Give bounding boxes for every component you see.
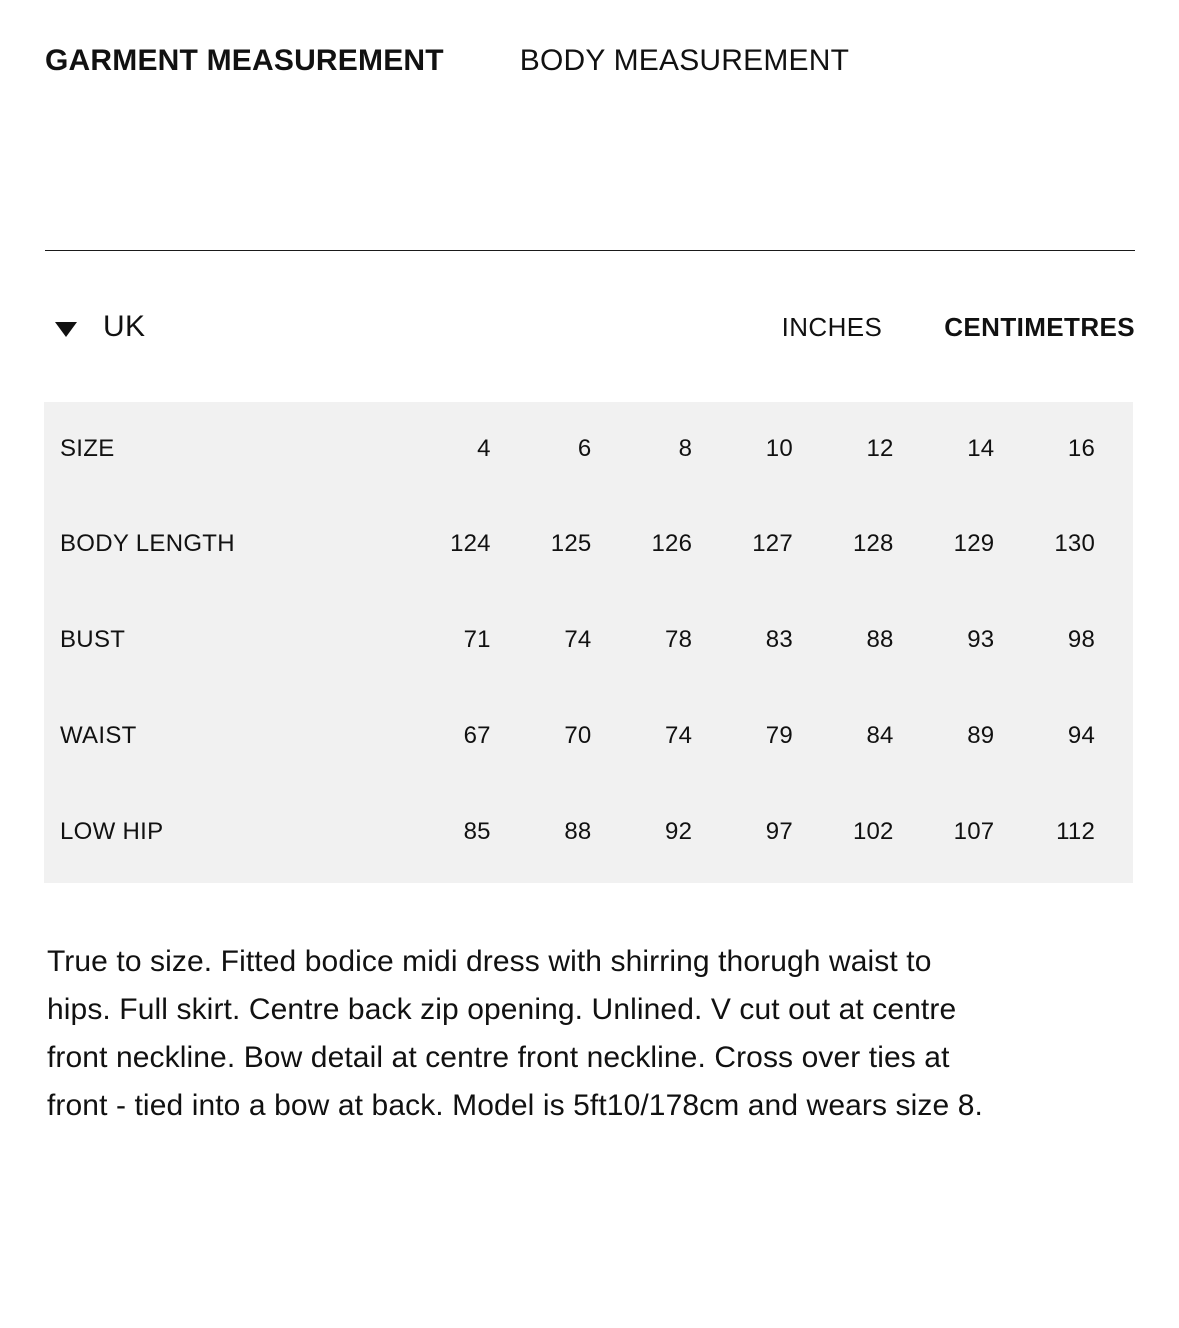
table-row-bust [44,592,1133,688]
table-cell: 92 [665,818,693,845]
table-cell: 6 [577,435,592,462]
chevron-down-icon [55,322,77,337]
table-cell: 14 [967,435,995,462]
table-cell: 71 [463,626,491,653]
row-values [390,435,1095,463]
table-cell: 10 [765,435,793,462]
region-dropdown[interactable] [55,310,145,344]
measurement-tabs [45,44,849,78]
table-cell: 4 [477,435,491,462]
product-description: True to size. Fitted bodice midi dress with shirring thorugh waist to hips. Full skirt. Centre back zip opening. Unlined. V cut out at centre front neckline. Bow detail at centre front neckline. Cross over ties at front - tied into a bow at back. Model is 5ft10/178cm and wears size 8. [47,945,983,1122]
header-divider [45,250,1135,251]
table-cell: 85 [463,818,491,845]
table-cell: 125 [550,530,592,557]
table-cell: 126 [651,530,693,557]
table-cell: 94 [1067,722,1096,749]
unit-centimetres[interactable]: CENTIMETRES [944,312,1135,342]
table-cell: 102 [852,818,894,845]
table-cell: 129 [953,530,995,557]
table-cell: 79 [765,722,793,749]
table-row-waist [44,688,1133,784]
region-dropdown-value: UK [103,310,146,343]
table-controls [45,310,1135,356]
table-cell: 12 [866,435,894,462]
row-values [390,722,1095,750]
table-cell: 16 [1067,435,1096,462]
table-cell: 88 [564,818,592,845]
table-cell: 97 [765,818,793,845]
row-values [390,626,1095,654]
table-cell: 88 [866,626,894,653]
unit-inches[interactable]: INCHES [781,312,883,342]
table-cell: 8 [678,435,693,462]
row-label: BODY LENGTH [60,530,235,557]
table-cell: 67 [463,722,491,749]
table-cell: 74 [564,626,592,653]
table-cell: 124 [450,530,491,557]
table-cell: 74 [665,722,693,749]
table-cell: 78 [665,626,693,653]
size-table [44,402,1133,883]
tab-garment-measurement[interactable]: GARMENT MEASUREMENT [45,44,444,77]
table-cell: 112 [1056,818,1096,845]
table-cell: 107 [953,818,995,845]
table-cell: 128 [852,530,894,557]
table-cell: 93 [967,626,995,653]
row-label: SIZE [60,435,115,462]
table-row-size [44,402,1133,496]
table-cell: 84 [866,722,894,749]
unit-toggle [782,312,1135,343]
row-label: WAIST [60,722,137,749]
table-cell: 130 [1054,530,1096,557]
table-cell: 83 [765,626,793,653]
row-label: LOW HIP [60,818,164,845]
table-cell: 98 [1067,626,1096,653]
tab-body-measurement[interactable]: BODY MEASUREMENT [519,44,850,77]
row-label: BUST [60,626,126,653]
row-values [390,530,1095,558]
row-values [390,818,1095,846]
table-cell: 70 [564,722,592,749]
table-row-body-length [44,496,1133,592]
table-cell: 127 [752,530,793,557]
table-row-low-hip [44,784,1133,880]
table-cell: 89 [967,722,995,749]
